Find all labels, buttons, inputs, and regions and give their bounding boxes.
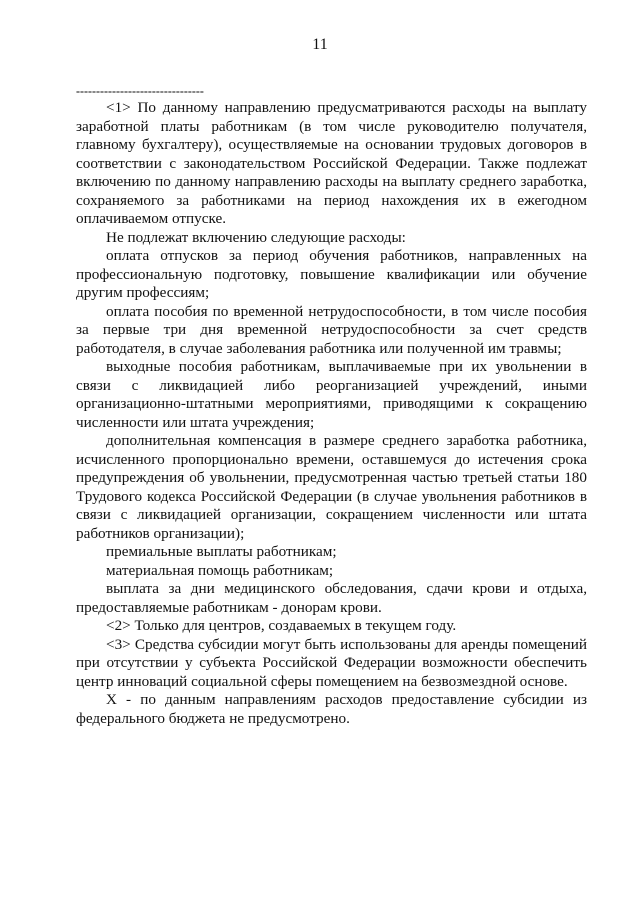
footnote-2-paragraph: <2> Только для центров, создаваемых в текущем году. [106,617,457,634]
page-number: 11 [312,36,328,53]
exclusion-item-compensation: дополнительная компенсация в размере среднего заработка работника, исчисленного пропорционально времени, оставшемуся до истечения срока предупреждения об увольнении, предусмотренная частью третьей статьи 180 Трудового кодекса Российской Федерации (в случае увольнения работников в связи с ликвидацией организации, сокращением численности или штата работников организации); [76,432,587,542]
footnote-x-paragraph: Х - по данным направлениям расходов предоставление субсидии из федерального бюджета не предусмотрено. [76,691,587,727]
exclusions-heading: Не подлежат включению следующие расходы: [106,228,406,246]
exclusion-item-sick-pay: оплата пособия по временной нетрудоспособности, в том числе пособия за первые три дня временной нетрудоспособности за счет средств работодателя, в случае заболевания работника или полученной им травмы; [76,302,587,357]
footnote-separator: -------------------------------- [76,84,204,98]
exclusion-item-donor-days: выплата за дни медицинского обследования, сдачи крови и отдыха, предоставляемые работникам - донорам крови. [76,580,587,616]
footnotes-body [76,99,587,728]
exclusion-item-training-leave: оплата отпусков за период обучения работников, направленных на профессиональную подготовку, повышение квалификации или обучение другим профессиям; [76,247,587,301]
footnote-3-paragraph: <3> Средства субсидии могут быть использованы для аренды помещений при отсутствии у субъекта Российской Федерации возможности обеспечить центр инноваций социальной сферы помещением на безвозмездной основе. [76,635,587,690]
exclusion-item-bonuses: премиальные выплаты работникам; [106,543,337,560]
exclusion-item-severance: выходные пособия работникам, выплачиваемые при их увольнении в связи с ликвидацией либо реорганизацией учреждений, иными организационно-штатными мероприятиями, приводящими к сокращению численности или штата учреждения; [76,358,587,431]
footnote-1-paragraph: <1> По данному направлению предусматриваются расходы на выплату заработной платы работникам (в том числе руководителю получателя, главному бухгалтеру), осуществляемые на основании трудовых договоров в соответствии с законодательством Российской Федерации. Также подлежат включению по данному направлению расходы на выплату среднего заработка, сохраняемого за работниками на период нахождения их в ежегодном оплачиваемом отпуске. [76,99,587,227]
exclusion-item-material-aid: материальная помощь работникам; [106,561,334,579]
